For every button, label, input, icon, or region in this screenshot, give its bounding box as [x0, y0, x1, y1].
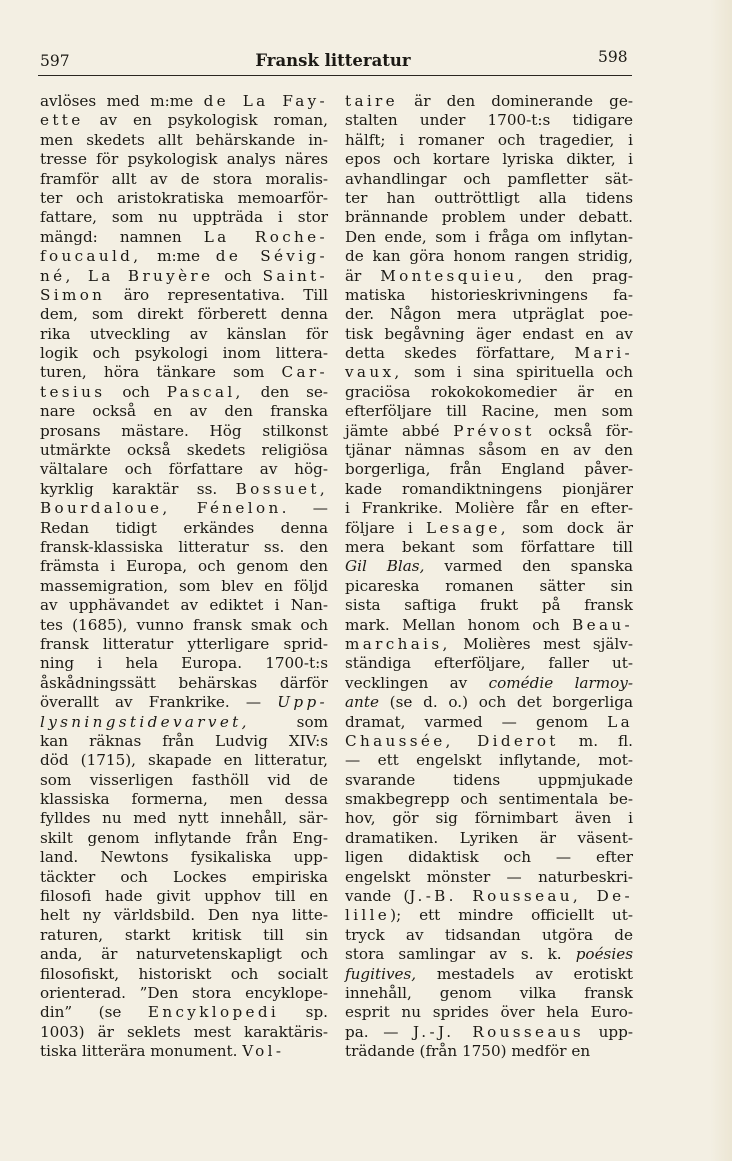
- text-line: [345, 635, 633, 654]
- text-line: [40, 131, 328, 150]
- text-segment: marchais,: [345, 634, 451, 653]
- text-segment: anda, är naturvetenskapligt och: [40, 945, 328, 964]
- text-segment: dramatiken. Lyriken är väsent-: [345, 828, 633, 847]
- text-segment: Vol-: [242, 1042, 285, 1061]
- text-line: [40, 170, 328, 189]
- left-column: [40, 92, 328, 1062]
- text-segment: J.-J. Rousseaus: [413, 1022, 585, 1041]
- text-segment: picareska romanen sätter sin: [345, 576, 633, 595]
- text-line: [345, 267, 633, 286]
- text-segment: borgerliga, från England påver-: [345, 460, 633, 479]
- text-line: [345, 732, 633, 751]
- text-segment: skilt genom inflytande från Eng-: [40, 828, 328, 847]
- text-segment: rika utveckling av känslan för: [40, 324, 328, 343]
- text-line: [345, 228, 633, 247]
- text-segment: Lesage,: [426, 518, 509, 537]
- text-segment: de La Fay-: [203, 92, 329, 110]
- text-line: [345, 422, 633, 441]
- text-line: [40, 1042, 328, 1061]
- text-segment: klassiska formerna, men dessa: [40, 790, 328, 809]
- text-segment: framför allt av de stora moralis-: [40, 169, 328, 188]
- text-line: [40, 809, 328, 828]
- text-segment: avhandlingar och pamfletter sät-: [345, 169, 633, 188]
- right-column: [345, 92, 633, 1062]
- text-segment: mera bekant som författare till: [345, 537, 633, 556]
- text-segment: tryck av tidsandan utgöra de: [345, 925, 633, 944]
- text-line: [345, 538, 633, 557]
- page-number-left: 597: [40, 52, 70, 70]
- text-segment: ter och aristokratiska memoarför-: [40, 188, 328, 207]
- text-segment: né, La Bruyère: [40, 266, 214, 285]
- text-line: [40, 208, 328, 227]
- text-segment: svarande tidens uppmjukade: [345, 770, 633, 789]
- text-line: [40, 150, 328, 169]
- text-line: [40, 460, 328, 479]
- text-line: [40, 267, 328, 286]
- text-line: [345, 131, 633, 150]
- text-segment: och: [105, 382, 167, 401]
- text-segment: kyrklig karaktär ss.: [40, 479, 236, 498]
- text-line: [345, 945, 633, 964]
- text-segment: land. Newtons fysikaliska upp-: [40, 848, 328, 867]
- text-segment: död (1715), skapade en litteratur,: [40, 751, 328, 770]
- text-segment: graciösa rokokokomedier är en: [345, 382, 633, 401]
- text-segment: filosofiskt, historiskt och socialt: [40, 964, 328, 983]
- text-segment: Bourdaloue, Fénelon.: [40, 499, 290, 518]
- text-segment: La Roche-: [203, 227, 328, 246]
- text-line: [40, 247, 328, 266]
- text-line: [345, 868, 633, 887]
- text-segment: (se d. o.) och det borgerliga: [378, 693, 633, 712]
- text-segment: detta skedes författare,: [345, 344, 575, 363]
- text-line: [40, 732, 328, 751]
- text-segment: men skedets allt behärskande in-: [40, 130, 328, 149]
- text-segment: Beau-: [572, 615, 633, 634]
- text-segment: esprit nu sprides över hela Euro-: [345, 1003, 633, 1022]
- text-segment: poésies: [575, 945, 633, 964]
- text-segment: upp-: [584, 1022, 633, 1041]
- text-segment: varmed den spanska: [424, 557, 633, 576]
- text-segment: m. fl.: [558, 731, 634, 750]
- text-line: [345, 383, 633, 402]
- text-segment: smakbegrepp och sentimentala be-: [345, 790, 633, 809]
- running-title: Fransk litteratur: [255, 51, 411, 70]
- text-segment: som visserligen fasthöll vid de: [40, 770, 328, 789]
- text-line: [345, 363, 633, 382]
- text-segment: ligen didaktisk och — efter: [345, 848, 633, 867]
- text-segment: i Frankrike. Molière får en efter-: [345, 499, 633, 518]
- text-line: [345, 189, 633, 208]
- text-segment: 1003) är seklets mest karaktäris-: [40, 1022, 328, 1041]
- text-segment: Simon: [40, 285, 106, 304]
- text-line: [40, 713, 328, 732]
- text-segment: vältalare och författare av hög-: [40, 460, 328, 479]
- text-line: [345, 402, 633, 421]
- text-segment: utmärkte också skedets religiösa: [40, 441, 328, 460]
- text-segment: vande (: [345, 887, 410, 906]
- text-line: [345, 1023, 633, 1042]
- text-segment: av en psykologisk roman,: [83, 111, 328, 130]
- text-line: [40, 557, 328, 576]
- text-segment: kade romandiktningens pionjärer: [345, 479, 633, 498]
- text-segment: din” (se: [40, 1003, 148, 1022]
- text-segment: är den dominerande ge-: [397, 92, 633, 110]
- text-segment: tiska litterära monument.: [40, 1042, 243, 1061]
- text-segment: avlöses med m:me: [40, 92, 204, 110]
- text-line: [40, 305, 328, 324]
- text-line: [40, 674, 328, 693]
- text-line: [345, 557, 633, 576]
- text-segment: också för-: [534, 421, 633, 440]
- text-segment: av upphävandet av ediktet i Nan-: [40, 596, 328, 615]
- text-segment: följare i: [345, 518, 427, 537]
- text-line: [345, 150, 633, 169]
- text-line: [40, 228, 328, 247]
- text-segment: Gil Blas,: [345, 557, 425, 576]
- text-segment: m:me: [141, 247, 216, 266]
- text-segment: ter han outtröttligt alla tidens: [345, 188, 633, 207]
- text-line: [40, 344, 328, 363]
- text-line: [40, 926, 328, 945]
- text-segment: den prag-: [525, 266, 633, 285]
- text-segment: Montesquieu,: [380, 266, 526, 285]
- text-segment: ständiga efterföljare, faller ut-: [345, 654, 633, 673]
- text-line: [40, 965, 328, 984]
- text-segment: Upp-: [277, 693, 328, 712]
- text-segment: der. Någon mera utpräglat poe-: [345, 305, 633, 324]
- text-segment: Den ende, som i fråga om inflytan-: [345, 227, 633, 246]
- text-line: [40, 790, 328, 809]
- text-line: [40, 480, 328, 499]
- text-segment: matiska historieskrivningens fa-: [345, 285, 633, 304]
- text-segment: åskådningssätt behärskas därför: [40, 673, 328, 692]
- text-segment: stalten under 1700-t:s tidigare: [345, 111, 633, 130]
- text-line: [345, 325, 633, 344]
- text-segment: Pascal,: [166, 382, 244, 401]
- page-header: [34, 48, 632, 78]
- text-line: [345, 771, 633, 790]
- text-line: [40, 519, 328, 538]
- text-segment: ante: [345, 693, 379, 712]
- text-line: [40, 906, 328, 925]
- text-line: [40, 945, 328, 964]
- text-segment: som dock är: [508, 518, 633, 537]
- text-segment: lysningstidevarvet,: [40, 712, 250, 731]
- text-segment: tresse för psykologisk analys näres: [40, 150, 328, 169]
- text-segment: engelskt mönster — naturbeskri-: [345, 867, 633, 886]
- text-segment: orienterad. ”Den stora encyklope-: [40, 983, 328, 1002]
- text-segment: kan räknas från Ludvig XIV:s: [40, 731, 328, 750]
- text-segment: trädande (från 1750) medför en: [345, 1042, 591, 1061]
- text-segment: foucauld,: [40, 247, 142, 266]
- text-line: [345, 965, 633, 984]
- text-segment: sp.: [279, 1003, 328, 1022]
- text-segment: La: [607, 712, 633, 731]
- text-segment: Prévost: [453, 421, 535, 440]
- text-segment: tes (1685), vunno fransk smak och: [40, 615, 328, 634]
- text-segment: prosans mästare. Hög stilkonst: [40, 421, 328, 440]
- text-segment: äro representativa. Till: [105, 285, 328, 304]
- text-line: [345, 906, 633, 925]
- text-line: [345, 654, 633, 673]
- text-segment: de kan göra honom rangen stridig,: [345, 247, 633, 266]
- text-line: [40, 868, 328, 887]
- text-segment: dem, som direkt förberett denna: [40, 305, 328, 324]
- text-line: [345, 713, 633, 732]
- text-line: [40, 325, 328, 344]
- text-segment: sista saftiga frukt på fransk: [345, 596, 633, 615]
- text-line: [345, 829, 633, 848]
- text-line: [40, 499, 328, 518]
- text-line: [40, 383, 328, 402]
- text-segment: J.-B. Rousseau, De-: [409, 887, 633, 906]
- text-segment: mestadels av erotiskt: [416, 964, 633, 983]
- text-line: [345, 809, 633, 828]
- text-segment: brännande problem under debatt.: [345, 208, 633, 227]
- text-segment: Encyklopedi: [147, 1003, 280, 1022]
- text-line: [40, 111, 328, 130]
- text-segment: logik och psykologi inom littera-: [40, 344, 328, 363]
- text-line: [40, 1023, 328, 1042]
- text-segment: Redan tidigt erkändes denna: [40, 518, 328, 537]
- text-segment: vaux,: [345, 363, 403, 382]
- text-line: [345, 305, 633, 324]
- text-line: [345, 984, 633, 1003]
- text-segment: lille: [345, 906, 391, 925]
- text-line: [345, 170, 633, 189]
- text-line: [345, 577, 633, 596]
- text-line: [40, 887, 328, 906]
- text-line: [40, 616, 328, 635]
- text-line: [345, 460, 633, 479]
- text-line: [40, 654, 328, 673]
- text-segment: taire: [345, 92, 398, 110]
- text-segment: dramat, varmed — genom: [345, 712, 608, 731]
- text-segment: den se-: [243, 382, 328, 401]
- text-segment: vecklingen av: [345, 673, 489, 692]
- text-line: [40, 635, 328, 654]
- text-line: [40, 751, 328, 770]
- text-line: [345, 499, 633, 518]
- header-rule: [38, 75, 632, 76]
- text-segment: Molières mest själv-: [450, 634, 633, 653]
- text-line: [345, 751, 633, 770]
- text-line: [40, 596, 328, 615]
- text-line: [40, 1003, 328, 1022]
- text-line: [40, 984, 328, 1003]
- text-segment: är: [345, 266, 381, 285]
- text-line: [345, 480, 633, 499]
- text-segment: fransk litteratur ytterligare sprid-: [40, 634, 328, 653]
- text-segment: filosofi hade givit upphov till en: [40, 887, 328, 906]
- text-segment: ); ett mindre officiellt ut-: [390, 906, 633, 925]
- text-line: [40, 848, 328, 867]
- text-segment: massemigration, som blev en följd: [40, 576, 328, 595]
- text-line: [345, 247, 633, 266]
- text-segment: Mari-: [574, 344, 633, 363]
- text-segment: främsta i Europa, och genom den: [40, 557, 328, 576]
- text-segment: mark. Mellan honom och: [345, 615, 573, 634]
- text-segment: hälft; i romaner och tragedier, i: [345, 130, 633, 149]
- text-line: [40, 92, 328, 111]
- text-segment: tesius: [40, 382, 106, 401]
- text-segment: Chaussée, Diderot: [345, 731, 559, 750]
- text-line: [40, 189, 328, 208]
- text-segment: pa. —: [345, 1022, 414, 1041]
- text-segment: Bossuet,: [235, 479, 328, 498]
- page-number-right: 598: [598, 48, 628, 66]
- text-segment: efterföljare till Racine, men som: [345, 402, 633, 421]
- text-segment: nare också en av den franska: [40, 402, 328, 421]
- text-segment: som i sina spirituella och: [402, 363, 633, 382]
- text-segment: turen, höra tänkare som: [40, 363, 282, 382]
- text-line: [40, 363, 328, 382]
- text-line: [345, 848, 633, 867]
- text-line: [345, 441, 633, 460]
- text-line: [345, 596, 633, 615]
- text-line: [345, 1042, 633, 1061]
- text-segment: innehåll, genom vilka fransk: [345, 983, 633, 1002]
- text-segment: ning i hela Europa. 1700-t:s: [40, 654, 328, 673]
- text-line: [345, 208, 633, 227]
- text-segment: jämte abbé: [345, 421, 454, 440]
- text-segment: stora samlingar av s. k.: [345, 945, 576, 964]
- text-segment: fattare, som nu uppträda i stor: [40, 208, 328, 227]
- text-segment: — ett engelskt inflytande, mot-: [345, 751, 633, 770]
- text-segment: tisk begåvning äger endast en av: [345, 324, 633, 343]
- text-segment: Saint-: [262, 266, 328, 285]
- text-segment: tjänar nämnas såsom en av den: [345, 441, 633, 460]
- text-line: [40, 422, 328, 441]
- text-segment: comédie larmoy-: [488, 673, 633, 692]
- text-segment: ette: [40, 111, 84, 130]
- text-segment: hov, gör sig förnimbart även i: [345, 809, 633, 828]
- text-segment: epos och kortare lyriska dikter, i: [345, 150, 633, 169]
- text-line: [345, 887, 633, 906]
- text-line: [40, 286, 328, 305]
- text-segment: fylldes nu med nytt innehåll, sär-: [40, 809, 328, 828]
- text-segment: överallt av Frankrike. —: [40, 693, 278, 712]
- text-segment: som: [249, 712, 328, 731]
- text-segment: —: [289, 499, 328, 518]
- text-segment: de Sévig-: [215, 247, 328, 266]
- text-line: [40, 538, 328, 557]
- text-line: [40, 693, 328, 712]
- text-line: [345, 674, 633, 693]
- text-line: [345, 519, 633, 538]
- text-line: [40, 771, 328, 790]
- text-segment: raturen, starkt kritisk till sin: [40, 925, 328, 944]
- text-line: [40, 577, 328, 596]
- text-line: [345, 286, 633, 305]
- text-line: [345, 111, 633, 130]
- text-line: [345, 790, 633, 809]
- text-segment: fugitives,: [345, 964, 417, 983]
- page-edge-shadow: [710, 0, 732, 1161]
- text-line: [345, 693, 633, 712]
- text-segment: fransk-klassiska litteratur ss. den: [40, 537, 328, 556]
- text-segment: helt ny världsbild. Den nya litte-: [40, 906, 328, 925]
- text-line: [345, 616, 633, 635]
- text-segment: och: [213, 266, 263, 285]
- text-segment: täckter och Lockes empiriska: [40, 867, 328, 886]
- text-segment: mängd: namnen: [40, 227, 204, 246]
- text-line: [40, 829, 328, 848]
- text-segment: Car-: [281, 363, 328, 382]
- text-line: [40, 441, 328, 460]
- text-line: [345, 344, 633, 363]
- text-line: [345, 926, 633, 945]
- text-line: [345, 92, 633, 111]
- text-line: [40, 402, 328, 421]
- text-line: [345, 1003, 633, 1022]
